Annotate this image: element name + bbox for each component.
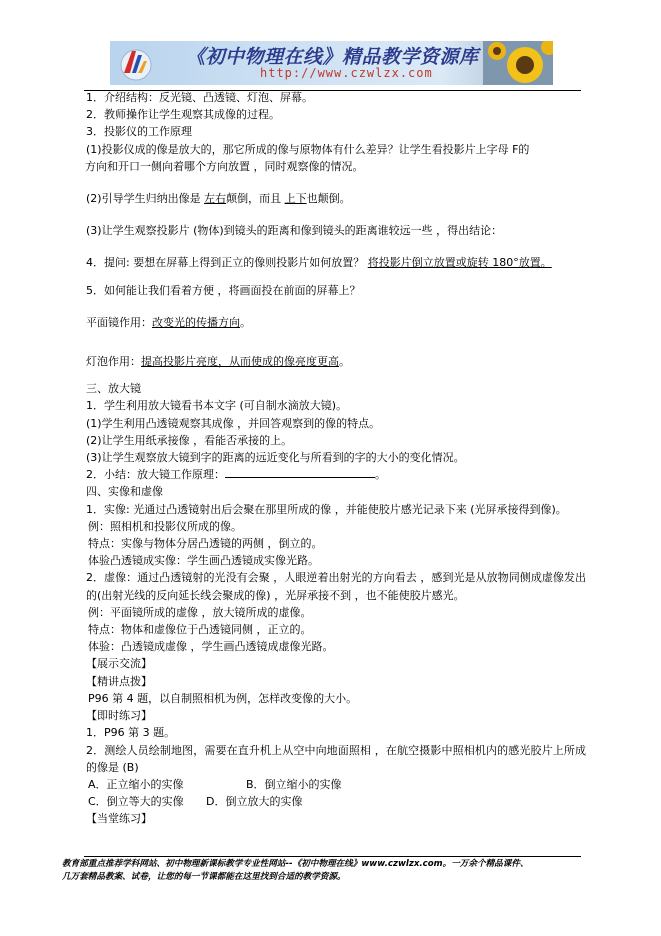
text-line: 例：照相机和投影仪所成的像。 [88, 519, 242, 533]
answer-underline: 提高投影片亮度，从而使成的像亮度更高 [141, 355, 339, 369]
section-label: 【展示交流】 [86, 657, 152, 671]
section-label: 【当堂练习】 [86, 812, 152, 826]
section-label: 【即时练习】 [86, 709, 152, 723]
text-line: 方向和开口一侧向着哪个方向放置 ，同时观察像的情况。 [85, 159, 364, 173]
text-line: 特点：实像与物体分居凸透镜的两侧 ，倒立的。 [88, 537, 323, 551]
text-line: (3)让学生观察放大镜到字的距离的远近变化与所看到的字的大小的变化情况。 [86, 451, 465, 465]
section-label: 【精讲点拨】 [86, 674, 152, 688]
text-line: 2．教师操作让学生观察其成像的过程。 [86, 108, 280, 122]
section-heading: 四、实像和虚像 [86, 485, 163, 499]
text-line: 5．如何能让我们看着方便 ，将画面投在前面的屏幕上？ [86, 283, 361, 297]
text-line: (1)投影仪成的像是放大的，那它所成的像与原物体有什么差异？让学生看投影片上字母 F的 [86, 142, 530, 156]
footer-line: 教育部重点推荐学科网站、初中物理新课标教学专业性网站--《初中物理在线》www.czwlzx.com。一万余个精品课件、 [62, 859, 529, 869]
answer-underline: 将投影片倒立放置或旋转 180°放置。 [367, 256, 552, 270]
text-line: (2)让学生用纸承接像 ，看能否承接的上。 [86, 433, 293, 447]
text-line: 灯泡作用：提高投影片亮度，从而使成的像亮度更高。 [86, 355, 350, 369]
answer-underline: 上下 [284, 192, 307, 206]
answer-underline: 改变光的传播方向 [152, 315, 240, 329]
footer-line: 几万套精品教案、试卷，让您的每一节课都能在这里找到合适的教学资源。 [62, 872, 346, 882]
answer-options [88, 793, 586, 810]
text-line: 体验：凸透镜成虚像 ，学生画凸透镜成虚像光路。 [88, 640, 334, 654]
header-banner [110, 41, 553, 85]
text-paragraph: 2．虚像：通过凸透镜射的光没有会聚 ，人眼逆着出射光的方向看去 ，感到光是从放物同侧成虚像发出的(出射光线的反向延长线会聚成的像) ，光屏承接不到 ，也不能使胶片感光。 [86, 571, 586, 602]
sunflower-icon [483, 41, 553, 85]
text-line: 平面镜作用：改变光的传播方向。 [86, 315, 251, 329]
text-line: (1)学生利用凸透镜观察其成像 ，并回答观察到的像的特点。 [86, 416, 381, 430]
text-line: 2．小结：放大镜工作原理： 。 [86, 468, 386, 482]
option-a: A．正立缩小的实像 [88, 777, 184, 791]
text-line: 3．投影仪的工作原理 [86, 125, 192, 139]
document-body [86, 89, 586, 828]
banner-title: 《初中物理在线》精品教学资源库 [186, 46, 479, 68]
text-line: (3)让学生观察投影片 (物体)到镜头的距离和像到镜头的距离谁较远一些 ，得出结论： [86, 224, 503, 238]
answer-options [88, 776, 586, 793]
text-line: 特点：物体和虚像位于凸透镜同侧 ，正立的。 [88, 623, 312, 637]
answer-underline: 左右 [204, 192, 227, 206]
text-line: 1．学生利用放大镜看书本文字 (可自制水滴放大镜)。 [86, 399, 348, 413]
text-line: 1．P96 第 3 题。 [86, 726, 176, 740]
text-line: 4．提问: 要想在屏幕上得到正立的像则投影片如何放置？ 将投影片倒立放置或旋转 180°放置。 [86, 256, 552, 270]
text-line: 例：平面镜所成的虚像 ，放大镜所成的虚像。 [88, 605, 312, 619]
footer [62, 858, 602, 884]
text-line: 1．介绍结构：反光镜、凸透镜、灯泡、屏幕。 [86, 91, 313, 104]
option-d: D．倒立放大的实像 [206, 795, 303, 809]
fill-in-blank [225, 466, 375, 478]
text-line: (2)引导学生归纳出像是 左右颠倒，而且 上下也颠倒。 [86, 192, 351, 206]
czwlzx-logo-icon [116, 43, 156, 83]
section-heading: 三、放大镜 [86, 382, 141, 396]
option-b: B．倒立缩小的实像 [246, 777, 342, 791]
footer-rule [84, 856, 581, 857]
text-line: 体验凸透镜成实像：学生画凸透镜成实像光路。 [88, 554, 319, 568]
banner-url: http://www.czwlzx.com [260, 66, 433, 80]
option-c: C．倒立等大的实像 [88, 795, 184, 809]
text-paragraph: 2．测绘人员绘制地图，需要在直升机上从空中向地面照相 ，在航空摄影中照相机内的感光胶片上所成的像是 (B) [86, 743, 586, 774]
text-line: P96 第 4 题，以自制照相机为例，怎样改变像的大小。 [88, 691, 358, 705]
text-paragraph: 1．实像: 光通过凸透镜射出后会聚在那里所成的像 ，并能使胶片感光记录下来 (光屏承接得到像)。 [86, 502, 567, 516]
